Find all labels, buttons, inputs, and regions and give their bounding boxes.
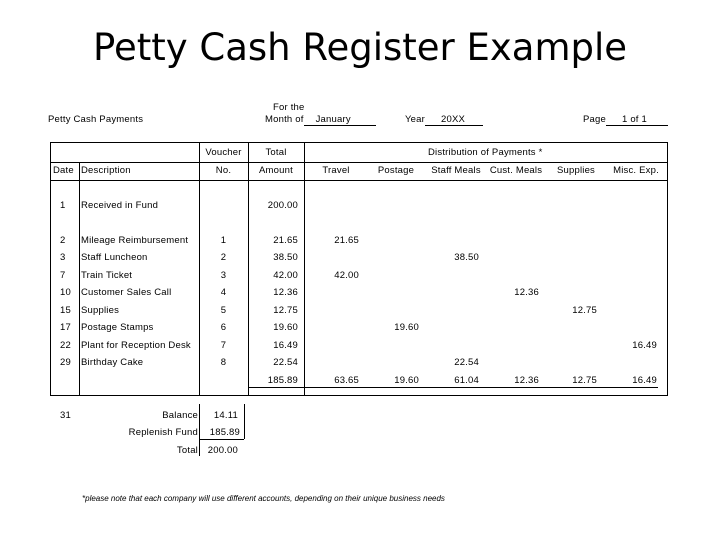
description-cell: Staff Luncheon xyxy=(81,252,148,263)
date-cell: 22 xyxy=(60,340,71,351)
summary-date: 31 xyxy=(60,410,71,421)
year-label: Year xyxy=(405,114,425,125)
total-postage: 19.60 xyxy=(394,375,419,386)
voucher-header: Voucher xyxy=(205,147,242,158)
summary-underline xyxy=(199,439,244,440)
month-value: January xyxy=(304,114,376,126)
total-supplies: 12.75 xyxy=(572,375,597,386)
summary-divider xyxy=(199,404,200,456)
postage-header: Postage xyxy=(377,165,415,176)
voucher-no-header: No. xyxy=(215,165,232,176)
description-cell: Supplies xyxy=(81,305,120,316)
amount-cell: 200.00 xyxy=(267,200,298,211)
travel-cell: 21.65 xyxy=(334,235,359,246)
misc-cell: 16.49 xyxy=(632,340,657,351)
description-cell: Customer Sales Call xyxy=(81,287,172,298)
postage-cell: 19.60 xyxy=(394,322,419,333)
supplies-header: Supplies xyxy=(556,165,596,176)
date-cell: 1 xyxy=(60,200,66,211)
page-title: Petty Cash Register Example xyxy=(92,26,628,69)
section-label: Petty Cash Payments xyxy=(48,114,144,125)
date-cell: 10 xyxy=(60,287,71,298)
misc-header: Misc. Exp. xyxy=(613,165,659,176)
for-the-label: For the xyxy=(273,102,305,113)
date-header: Date xyxy=(53,165,74,176)
voucher-no-cell: 7 xyxy=(220,340,227,351)
date-cell: 29 xyxy=(60,357,71,368)
total-cust-meals: 12.36 xyxy=(514,375,539,386)
description-cell: Plant for Reception Desk xyxy=(81,340,191,351)
replenish-value: 185.89 xyxy=(209,427,240,438)
amount-header: Amount xyxy=(259,165,293,176)
footnote: *please note that each company will use different accounts, depending on their unique business needs xyxy=(82,494,445,503)
header-divider xyxy=(50,162,668,163)
balance-label: Balance xyxy=(162,410,198,421)
description-cell: Train Ticket xyxy=(81,270,133,281)
date-cell: 7 xyxy=(60,270,66,281)
amount-cell: 12.36 xyxy=(273,287,298,298)
voucher-no-cell: 6 xyxy=(220,322,227,333)
summary-divider xyxy=(244,404,245,439)
description-header: Description xyxy=(81,165,131,176)
description-cell: Received in Fund xyxy=(81,200,159,211)
cust-meals-header: Cust. Meals xyxy=(489,165,543,176)
voucher-no-cell: 3 xyxy=(220,270,227,281)
travel-header: Travel xyxy=(322,165,350,176)
amount-cell: 12.75 xyxy=(273,305,298,316)
description-cell: Postage Stamps xyxy=(81,322,154,333)
date-cell: 17 xyxy=(60,322,71,333)
description-cell: Mileage Reimbursement xyxy=(81,235,189,246)
balance-value: 14.11 xyxy=(213,410,238,421)
month-label: Month of xyxy=(265,114,304,125)
column-divider xyxy=(79,162,80,396)
amount-cell: 38.50 xyxy=(273,252,298,263)
replenish-label: Replenish Fund xyxy=(128,427,198,438)
staff-meals-cell: 38.50 xyxy=(454,252,479,263)
voucher-no-cell: 1 xyxy=(220,235,227,246)
voucher-no-cell: 4 xyxy=(220,287,227,298)
total-value: 200.00 xyxy=(207,445,238,456)
page-label: Page xyxy=(583,114,606,125)
page-field xyxy=(583,114,668,126)
date-cell: 15 xyxy=(60,305,71,316)
amount-cell: 19.60 xyxy=(273,322,298,333)
distribution-header: Distribution of Payments * xyxy=(428,147,543,158)
column-divider xyxy=(304,142,305,396)
date-cell: 3 xyxy=(60,252,66,263)
year-field xyxy=(405,114,483,126)
total-misc: 16.49 xyxy=(632,375,657,386)
total-staff-meals: 61.04 xyxy=(454,375,479,386)
amount-cell: 22.54 xyxy=(273,357,298,368)
total-header: Total xyxy=(265,147,287,158)
amount-cell: 21.65 xyxy=(273,235,298,246)
supplies-cell: 12.75 xyxy=(572,305,597,316)
staff-meals-cell: 22.54 xyxy=(454,357,479,368)
voucher-no-cell: 8 xyxy=(220,357,227,368)
totals-underline xyxy=(248,387,658,388)
travel-cell: 42.00 xyxy=(334,270,359,281)
amount-cell: 16.49 xyxy=(273,340,298,351)
year-value: 20XX xyxy=(425,114,483,126)
date-cell: 2 xyxy=(60,235,66,246)
total-label: Total xyxy=(176,445,198,456)
amount-cell: 42.00 xyxy=(273,270,298,281)
month-field xyxy=(265,114,376,126)
description-cell: Birthday Cake xyxy=(81,357,144,368)
cust-meals-cell: 12.36 xyxy=(514,287,539,298)
header-divider xyxy=(50,180,668,181)
total-travel: 63.65 xyxy=(334,375,359,386)
page-value: 1 of 1 xyxy=(606,114,668,126)
voucher-no-cell: 5 xyxy=(220,305,227,316)
total-amount: 185.89 xyxy=(267,375,298,386)
staff-meals-header: Staff Meals xyxy=(431,165,481,176)
voucher-no-cell: 2 xyxy=(220,252,227,263)
